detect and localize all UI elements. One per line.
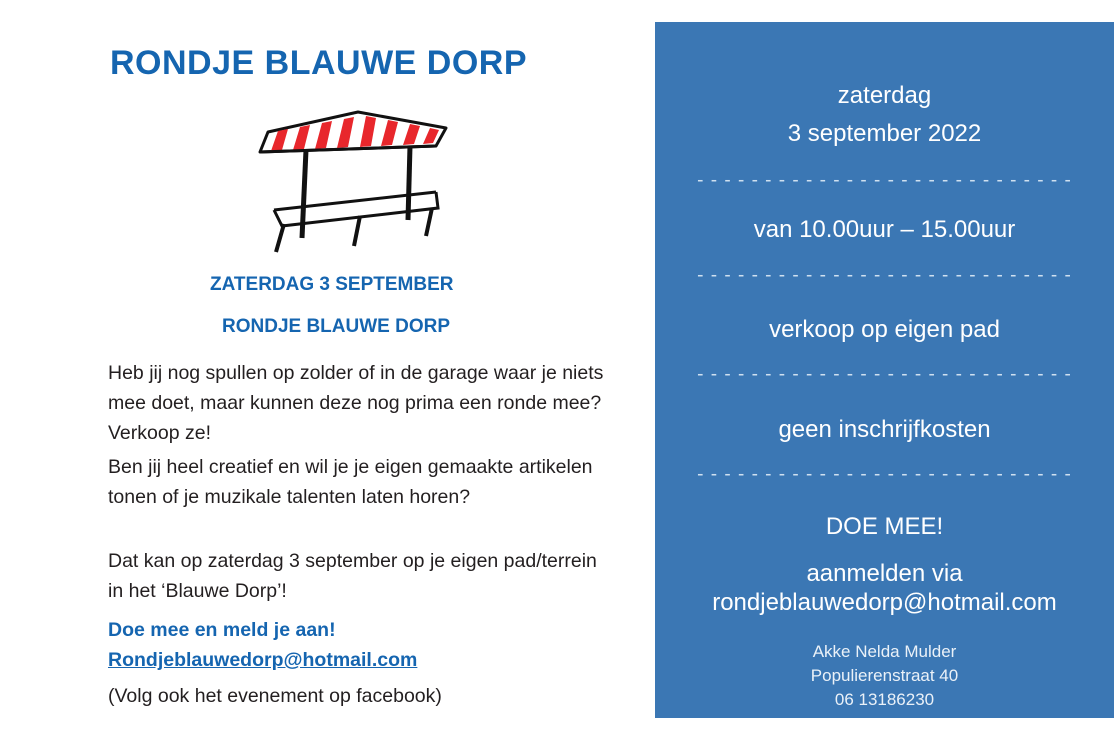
body-paragraph-4: (Volg ook het evenement op facebook) [108,685,442,707]
page-title: RONDJE BLAUWE DORP [110,44,528,82]
panel-sale-info: verkoop op eigen pad [769,316,1000,343]
body-paragraph-2: Ben jij heel creatief en wil je je eigen gemaakte artikelen tonen of je muzikale talenten laten horen? [108,456,593,508]
panel-time: van 10.00uur – 15.00uur [753,216,1016,243]
contact-street: Populierenstraat 40 [810,666,959,685]
email-link[interactable]: Rondjeblauwedorp@hotmail.com [108,649,418,671]
panel-date: 3 september 2022 [787,120,982,147]
panel-no-costs: geen inschrijfkosten [778,416,991,443]
subheading-event: RONDJE BLAUWE DORP [222,316,451,337]
panel-day: zaterdag [837,82,932,109]
body-paragraph-1: Heb jij nog spullen op zolder of in de garage waar je niets mee doet, maar kunnen deze nog prima een ronde mee? Verkoop ze! [108,362,604,444]
call-to-action [108,615,608,675]
divider-2: - - - - - - - - - - - - - - - - - - - - - - - - - - - - [697,265,1072,286]
info-panel [655,22,1114,718]
body-paragraph-3: Dat kan op zaterdag 3 september op je eigen pad/terrein in het ‘Blauwe Dorp’! [108,550,597,602]
divider-1: - - - - - - - - - - - - - - - - - - - - - - - - - - - - [697,170,1072,191]
panel-call-to-action: DOE MEE! [825,513,944,540]
subheading-date: ZATERDAG 3 SEPTEMBER [210,274,454,295]
divider-3: - - - - - - - - - - - - - - - - - - - - - - - - - - - - [697,364,1072,385]
contact-phone: 06 13186230 [834,690,935,709]
panel-email[interactable]: rondjeblauwedorp@hotmail.com [712,589,1057,616]
contact-name: Akke Nelda Mulder [812,642,957,661]
cta-text: Doe mee en meld je aan! [108,619,336,641]
panel-signup-label: aanmelden via [806,560,963,587]
divider-4: - - - - - - - - - - - - - - - - - - - - - - - - - - - - [697,464,1072,485]
market-stall-icon [240,100,470,260]
